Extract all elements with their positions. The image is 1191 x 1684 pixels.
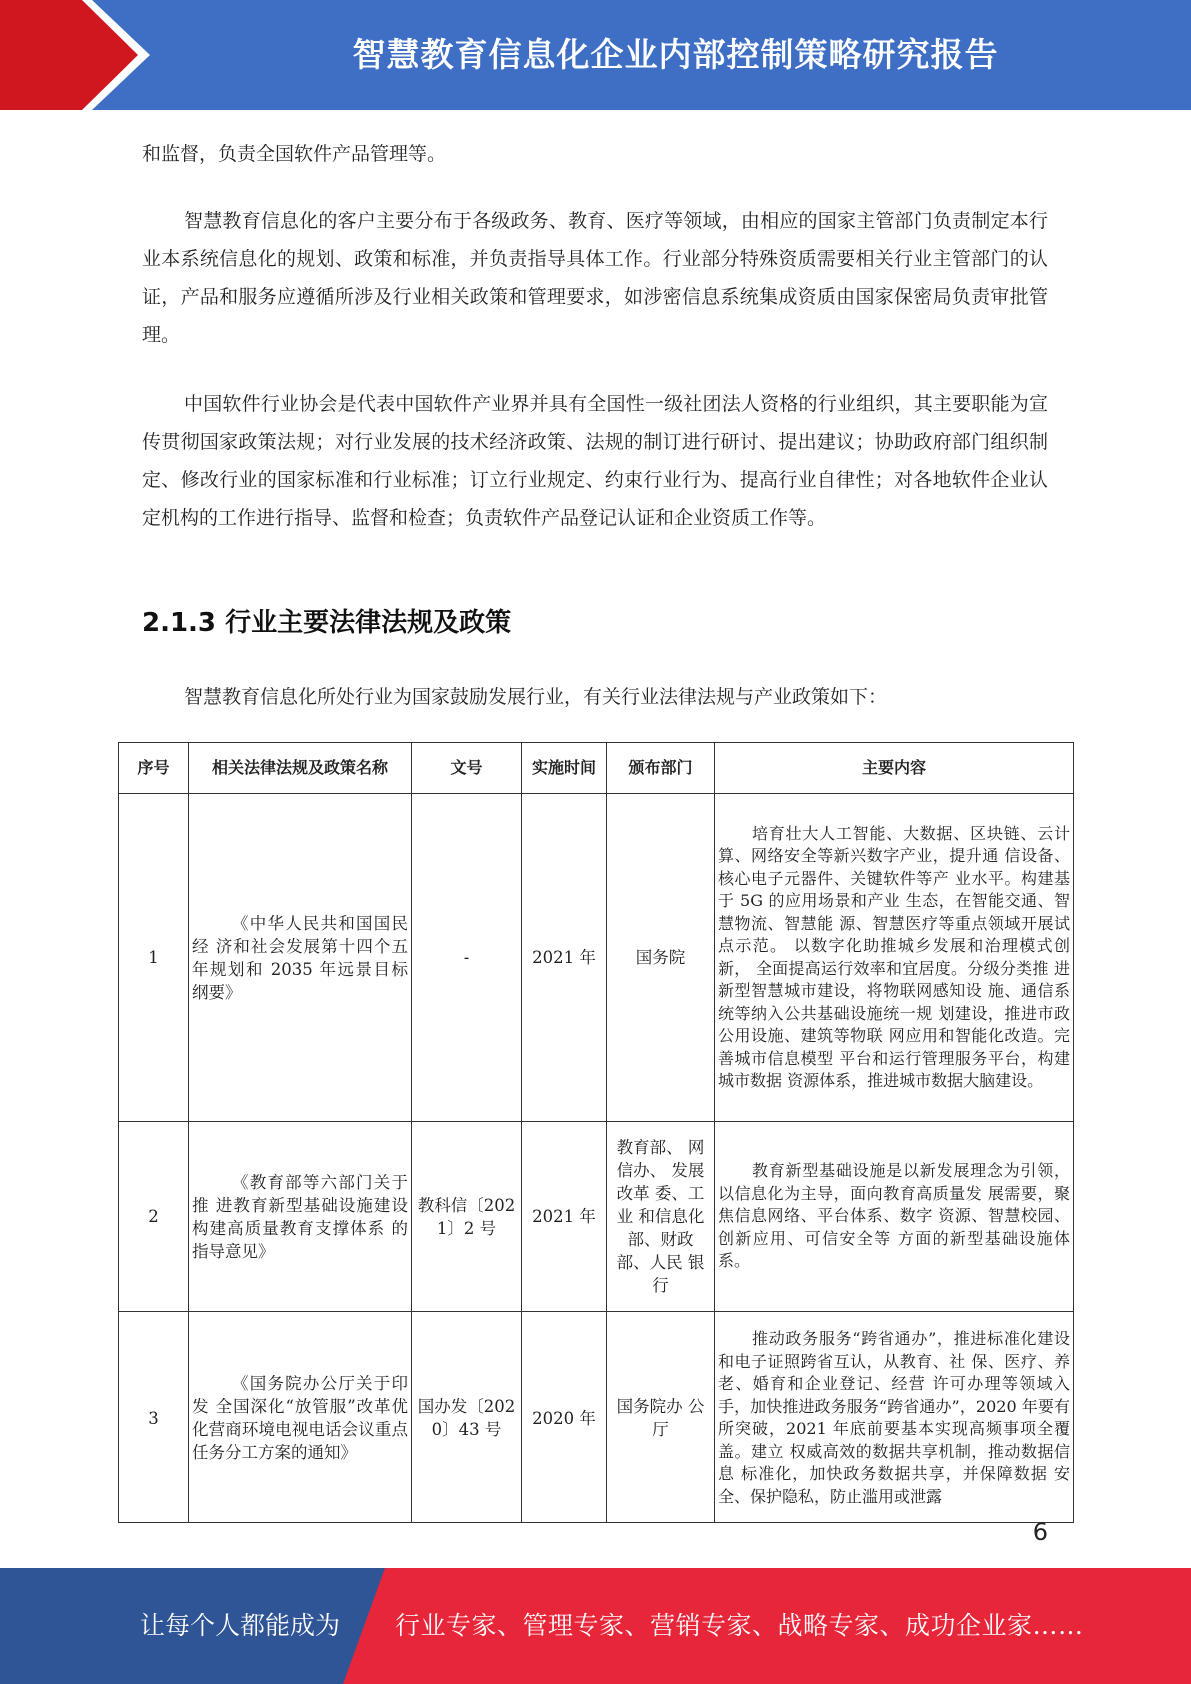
table-intro: 智慧教育信息化所处行业为国家鼓励发展行业，有关行业法律法规与产业政策如下： [184, 686, 888, 708]
table-row [119, 1122, 1074, 1312]
cell-policy-name: 《国务院办公厅关于印发 全国深化“放管服”改革优化营商环境电视电话会议重点任务分工方案的通知》 [189, 1312, 412, 1523]
cell-effective-date: 2020 年 [522, 1312, 607, 1523]
header-no: 序号 [119, 743, 189, 794]
cell-content: 教育新型基础设施是以新发展理念为引领，以信息化为主导，面向教育高质量发 展需要，聚焦信息网络、平台体系、数字 资源、智慧校园、创新应用、可信安全等 方面的新型基础设施体系。 [715, 1122, 1074, 1312]
cell-policy-name: 《教育部等六部门关于推 进教育新型基础设施建设 构建高质量教育支撑体系 的指导意见》 [189, 1122, 412, 1312]
header-content: 主要内容 [715, 743, 1074, 794]
header-doc-number: 文号 [412, 743, 522, 794]
paragraph-software-association: 中国软件行业协会是代表中国软件产业界并具有全国性一级社团法人资格的行业组织，其主要职能为宣传贯彻国家政策法规；对行业发展的技术经济政策、法规的制订进行研讨、提出建议；协助政府部门组织制定、修改行业的国家标准和行业标准；订立行业规定、约束行业行为、提高行业自律性；对各地软件企业认定机构的工作进行指导、监督和检查；负责软件产品登记认证和企业资质工作等。 [142, 393, 1048, 529]
cell-policy-name: 《中华人民共和国国民经 济和社会发展第十四个五 年规划和 2035 年远景目标纲要》 [189, 794, 412, 1122]
cell-effective-date: 2021 年 [522, 794, 607, 1122]
cell-no: 2 [119, 1122, 189, 1312]
section-heading: 2.1.3 行业主要法律法规及政策 [142, 608, 512, 638]
table-row [119, 1312, 1074, 1523]
footer-slogan-left: 让每个人都能成为 [140, 1611, 341, 1640]
cell-doc-number: 教科信〔2021〕2 号 [412, 1122, 522, 1312]
cell-department: 教育部、 网信办、 发展改革 委、工业 和信息化 部、财政 部、人民 银行 [607, 1122, 715, 1312]
cell-no: 3 [119, 1312, 189, 1523]
cell-effective-date: 2021 年 [522, 1122, 607, 1312]
footer-slogan-right: 行业专家、管理专家、营销专家、战略专家、成功企业家…… [395, 1611, 1084, 1640]
policy-table [118, 742, 1074, 1523]
table-row [119, 794, 1074, 1122]
cell-doc-number: - [412, 794, 522, 1122]
page-number: 6 [1032, 1518, 1048, 1546]
paragraph-customers: 智慧教育信息化的客户主要分布于各级政务、教育、医疗等领域，由相应的国家主管部门负责制定本行业本系统信息化的规划、政策和标准，并负责指导具体工作。行业部分特殊资质需要相关行业主管部门的认证，产品和服务应遵循所涉及行业相关政策和管理要求，如涉密信息系统集成资质由国家保密局负责审批管理。 [142, 210, 1048, 346]
header-name: 相关法律法规及政策名称 [189, 743, 412, 794]
table-header-row [119, 743, 1074, 794]
cell-no: 1 [119, 794, 189, 1122]
header-department: 颁布部门 [607, 743, 715, 794]
cell-content: 培育壮大人工智能、大数据、区块链、云计算、网络安全等新兴数字产业，提升通 信设备、核心电子元器件、关键软件等产 业水平。构建基于 5G 的应用场景和产业 生态，在智能交通、智慧物流、智慧能 源、智慧医疗等重点领域开展试点示范。 以数字化助推城乡发展和治理模式创新， 全面提高运行效率和宜居度。分级分类推 进新型智慧城市建设，将物联网感知设 施、通信系统等纳入公共基础设施统一规 划建设，推进市政公用设施、建筑等物联 网应用和智能化改造。完善城市信息模型 平台和运行管理服务平台，构建城市数据 资源体系，推进城市数据大脑建设。 [715, 794, 1074, 1122]
cell-department: 国务院 [607, 794, 715, 1122]
cell-department: 国务院办 公厅 [607, 1312, 715, 1523]
cell-content: 推动政务服务“跨省通办”，推进标准化建设和电子证照跨省互认，从教育、社 保、医疗、养老、婚育和企业登记、经营 许可办理等领域入手，加快推进政务服务“跨省通办”，2020 年要有所突破，2021 年底前要基本实现高频事项全覆盖。建立 权威高效的数据共享机制，推动数据信息 标准化，加快政务数据共享，并保障数据 安全、保护隐私，防止滥用或泄露 [715, 1312, 1074, 1523]
header-arrow-decoration [0, 0, 160, 110]
page-header [0, 0, 1191, 110]
cell-doc-number: 国办发〔2020〕43 号 [412, 1312, 522, 1523]
header-effective-date: 实施时间 [522, 743, 607, 794]
paragraph-continuation: 和监督，负责全国软件产品管理等。 [142, 143, 447, 165]
page-footer [0, 1568, 1191, 1684]
report-title: 智慧教育信息化企业内部控制策略研究报告 [352, 35, 999, 74]
